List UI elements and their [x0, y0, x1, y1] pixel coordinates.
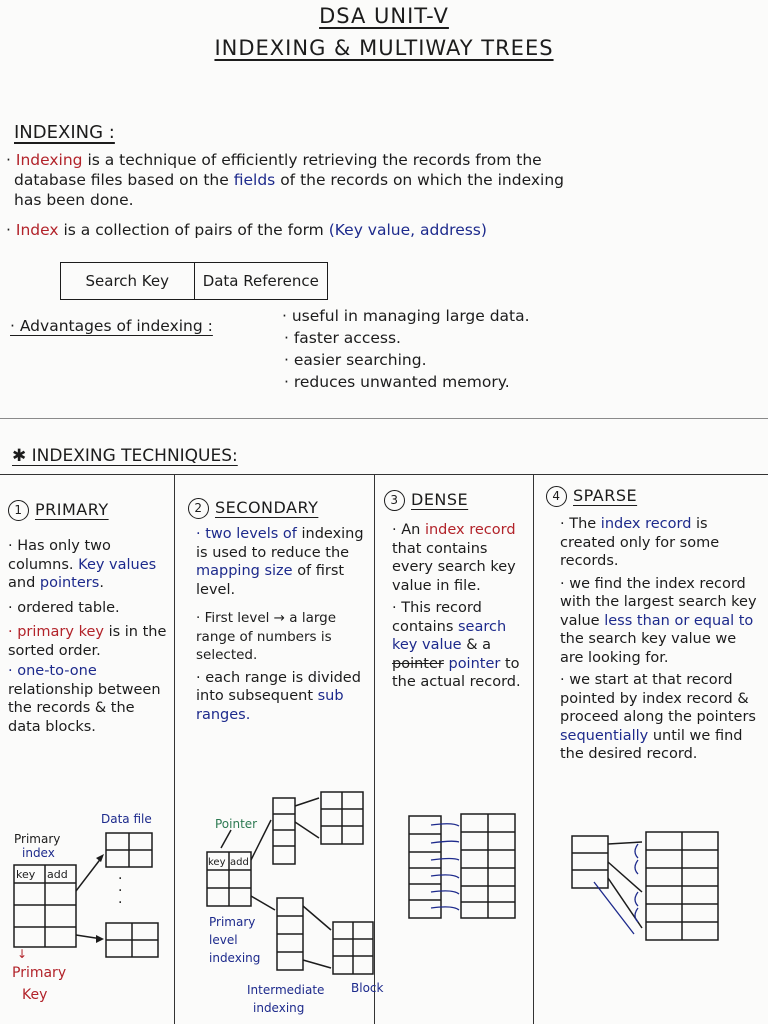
techniques-heading: ✱ INDEXING TECHNIQUES: — [12, 446, 238, 466]
primary-heading: 1 PRIMARY — [8, 500, 168, 521]
add-column-label: add — [47, 868, 68, 881]
primary-key-label: Primary — [12, 965, 67, 981]
section-divider — [0, 418, 768, 419]
intermediate-label: Intermediate — [247, 983, 325, 997]
data-reference-cell: Data Reference — [194, 263, 328, 299]
sparse-heading: 4 SPARSE — [546, 486, 762, 507]
page-title-line2: INDEXING & MULTIWAY TREES — [214, 36, 554, 60]
advantages-label: · Advantages of indexing : — [10, 317, 213, 335]
secondary-index-diagram — [175, 780, 384, 1024]
arrow-down-icon: ↓ — [17, 947, 28, 961]
dense-index-diagram — [375, 800, 533, 930]
index-definition: · Index is a collection of pairs of the form (Key value, address) — [6, 221, 487, 239]
primary-level-label: Primary — [209, 915, 256, 929]
advantage-item: · faster access. — [284, 329, 401, 347]
page-title-line1: DSA UNIT-V — [319, 4, 449, 28]
advantage-item: · useful in managing large data. — [282, 307, 530, 325]
secondary-column: 2 SECONDARY · two levels of indexing is used to reduce the mapping size of first level. · First level → a large range of numbers is selected. · each range is divided into subsequent sub ranges. — [188, 498, 368, 724]
svg-text:·: · — [118, 871, 123, 887]
intermediate-label-2: indexing — [253, 1001, 305, 1015]
key-column-label: key — [208, 857, 226, 868]
index-format-table — [60, 262, 328, 300]
indexing-heading: INDEXING : — [14, 122, 115, 143]
primary-index-label-2: index — [22, 846, 55, 860]
dense-column: 3 DENSE · An index record that contains every search key value in file. · This record contains search key value & a pointer pointer to the actual record. — [384, 490, 530, 692]
advantages-list — [282, 305, 530, 393]
indexing-term: Indexing — [15, 151, 83, 169]
primary-index-label: Primary — [14, 832, 61, 846]
svg-text:·: · — [118, 895, 123, 911]
primary-level-label-2: level — [209, 933, 238, 947]
secondary-heading: 2 SECONDARY — [188, 498, 368, 519]
svg-text:·: · — [118, 883, 123, 899]
index-term: Index — [15, 221, 59, 239]
column-divider — [374, 474, 375, 1024]
primary-index-diagram — [0, 805, 174, 1024]
primary-key-label-2: Key — [22, 987, 48, 1003]
sparse-index-diagram — [534, 822, 768, 952]
sparse-column: 4 SPARSE · The index record is created only for some records. · we find the index record with the largest search key value less than or equal to the search key value we are looking for. · we start at that record pointed by index record & proceed along the pointers sequentially until we find the desired record. — [546, 486, 762, 764]
advantage-item: · easier searching. — [284, 351, 427, 369]
fields-term: fields — [233, 171, 276, 189]
key-column-label: key — [16, 868, 36, 881]
pointer-label: Pointer — [215, 817, 258, 831]
block-label: Block — [351, 981, 384, 995]
indexing-definition: · Indexing is a technique of efficiently retrieving the records from the database files based on the fields of the records on which the indexing has been done. — [6, 151, 565, 209]
dense-heading: 3 DENSE — [384, 490, 530, 511]
key-value-address-form: (Key value, address) — [328, 221, 487, 239]
add-column-label: add — [230, 857, 249, 868]
advantage-item: · reduces unwanted memory. — [284, 373, 510, 391]
primary-level-label-3: indexing — [209, 951, 261, 965]
primary-column: 1 PRIMARY · Has only two columns. Key values and pointers. · ordered table. · primary key is in the sorted order. · one-to-one relationship between the records & the data blocks. — [8, 500, 167, 735]
search-key-cell: Search Key — [85, 272, 169, 290]
techniques-table-top-rule — [0, 474, 768, 475]
data-file-label: Data file — [101, 812, 152, 826]
